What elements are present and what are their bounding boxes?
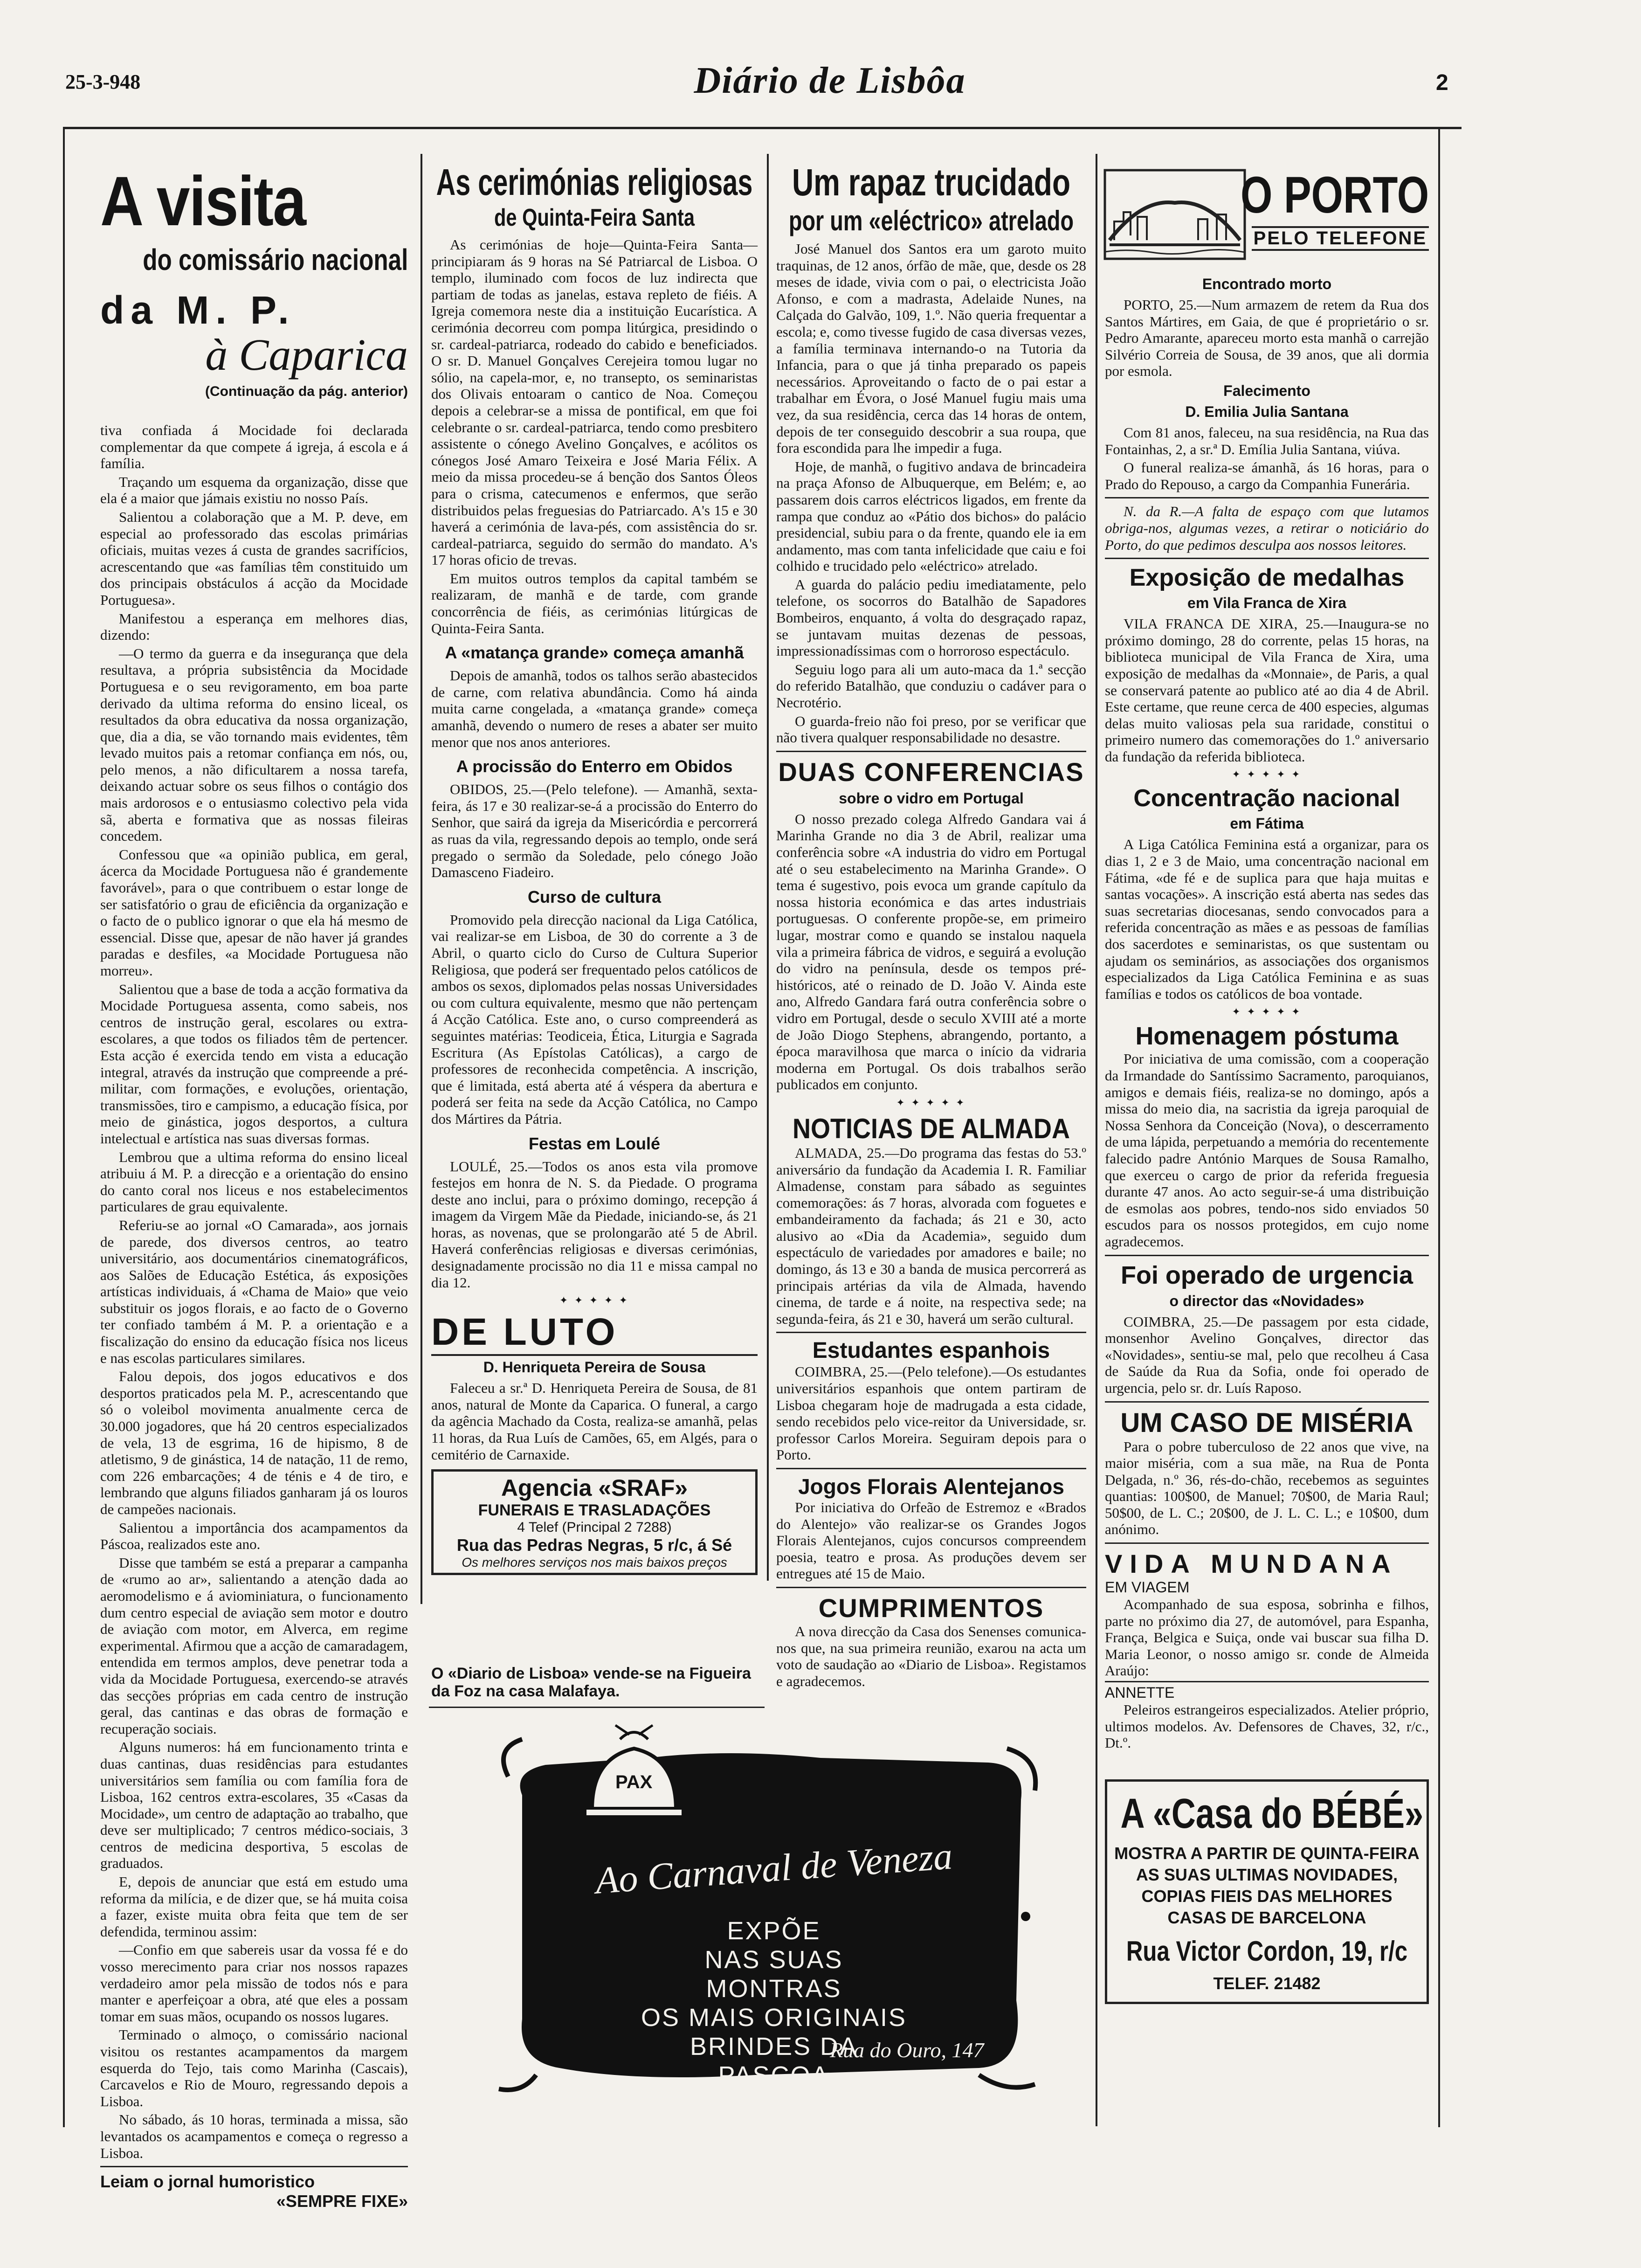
falecimento-text: Com 81 anos, faleceu, na sua residência, na Rua das Fontainhas, 2, a sr.ª D. Emília Julia Santana, viúva.: [1105, 424, 1429, 457]
jogos-text: Por iniciativa do Orfeão de Estremoz e «Brados do Alentejo» vão realizar-se os Grandes Jogos Florais Alentejanos, cujos concursos compreendem poesia, teatro e prosa. As produções devem ser entregues até 15 de Maio.: [776, 1499, 1086, 1582]
visita-paragraph: tiva confiada á Mocidade foi declarada complementar da que compete á igreja, á escola e á família.: [100, 422, 408, 472]
headline-rapaz-line2: por um «eléctrico» atrelado: [788, 205, 1074, 236]
ad-bebe-title: A «Casa do BÉBÉ»: [1120, 1790, 1424, 1837]
visita-paragraph: Lembrou que a ultima reforma do ensino liceal atribuiu á M. P. a direcção e a orientação do ensino do canto coral nos liceus e nos estabelecimentos particulares de grau equivalente.: [100, 1148, 408, 1215]
miseria-text: Para o pobre tuberculoso de 22 anos que vive, na maior miséria, com a sua mãe, na Rua de Ponta Delgada, n.º 36, rés-do-chão, recebemos as seguintes quantias: 100$00, de Manuel; 70$00, de Maria Raul; 50$00, de L. C.; 20$00, de J. L. C. L.; e 10$00, dum anónimo.: [1105, 1438, 1429, 1538]
ad-sraf-name: Agencia «SRAF»: [501, 1475, 688, 1501]
vida-heading: VIDA MUNDANA: [1105, 1549, 1398, 1579]
festas-heading: Festas em Loulé: [528, 1134, 661, 1153]
ad-carnaval-script: Ao Carnaval de Veneza: [593, 1834, 954, 1902]
porto-skyline-illustration: [1105, 170, 1245, 259]
ad-sraf-line3: Rua das Pedras Negras, 5 r/c, á Sé: [456, 1535, 732, 1555]
festas-text: LOULÉ, 25.—Todos os anos esta vila promove festejos em honra de N. S. da Piedade. O programa deste ano inclui, para o próximo domingo, recepção á imagem da Virgem Mãe da Piedade, iniciando-se, ás 21 horas, as novenas, que se prolongarão até 5 de Abril. Haverá conferências religiosas e diversas cerimónias, designadamente procissão no dia 11 e missa campal no dia 12.: [431, 1158, 758, 1291]
ad-carnaval-address: Rua do Ouro, 147: [830, 2038, 984, 2062]
notice-rule: [429, 1707, 765, 1708]
ornament-divider: ✦ ✦ ✦ ✦ ✦: [1232, 768, 1302, 781]
ad-carnaval-text: [634, 1916, 914, 2090]
vida-text: Acompanhado de sua esposa, sobrinha e filhos, parte no próximo dia 27, de automóvel, para Espanha, França, Belgica e Suiça, onde vai buscar sua filha D. Maria Leonor, o nosso amigo sr. conde de Almeida Araújo:: [1105, 1596, 1429, 1679]
visita-paragraph: —Confio em que sabereis usar da vossa fé e do vosso merecimento para criar nos nossos rapazes verdadeiro amor pela missão de todos nós e para manter e aperfeiçoar a obra, até que eles a possam tomar em suas mãos, ocupando os nossos lugares.: [100, 1942, 408, 2025]
visita-paragraph: Traçando um esquema da organização, disse que ela é a maior que jámais existiu no nosso País.: [100, 473, 408, 507]
cumprimentos-text: A nova direcção da Casa dos Senenses comunica-nos que, na sua primeira reunião, exarou na acta um voto de saudação ao «Diario de Lisboa». Registamos e agradecemos.: [776, 1623, 1086, 1689]
continuation-note: (Continuação da pág. anterior): [205, 384, 408, 399]
jogos-heading: Jogos Florais Alentejanos: [798, 1474, 1064, 1499]
page-number: 2: [1436, 70, 1448, 95]
almada-text: ALMADA, 25.—Do programa das festas do 53.º aniversário da fundação da Academia I. R. Familiar Almadense, constam para sábado as seguintes comemorações: ás 7 horas, alvorada com foguetes e embandeiramento da fachada; ás 21 e 30, acto alusivo ao «Dia da Academia», seguido dum espectáculo de variedades por amadores e baile; no domingo, ás 13 e 30 a banda de musica percorrerá as principais artérias da vila de Almada, havendo cinema, de tarde e á noite, na respectiva sede; na segunda-feira, ás 21 e 30, haverá um serão cultural.: [776, 1144, 1086, 1327]
ad-carnaval-line3: BRINDES DA PASCOA: [689, 2033, 858, 2089]
rapaz-paragraph: O guarda-freio não foi preso, por se verificar que não tivera qualquer responsabilidade no desastre.: [776, 712, 1086, 746]
luto-heading: DE LUTO: [431, 1310, 758, 1356]
sempre-fixe-line2: «SEMPRE FIXE»: [276, 2192, 408, 2211]
falecimento-name: D. Emilia Julia Santana: [1185, 403, 1349, 420]
sempre-fixe-line1: Leiam o jornal humoristico: [100, 2172, 315, 2192]
ornament-divider: ✦ ✦ ✦ ✦ ✦: [1232, 1006, 1302, 1018]
operado-subheading: o director das «Novidades»: [1169, 1292, 1365, 1309]
divider: [1105, 1542, 1429, 1544]
divider: [1105, 558, 1429, 559]
cerimonias-paragraph: As cerimónias de hoje—Quinta-Feira Santa—principiaram ás 9 horas na Sé Patriarcal de Lisboa. O templo, iluminado com focos de luz indirecta que partiam de todas as janelas, estava repleto de fiéis. A Igreja comemora neste dia a instituição Eucarística. A cerimónia decorreu com pompa litúrgica, presidindo o sr. cardeal-patriarca, rodeado do cabido e beneficiados. O sr. D. Manuel Gonçalves Cerejeira tomou lugar no sólio, na capela-mor, e, no transepto, os seminaristas dos Olivais entoaram o cantico de Noa. Começou depois a celebrar-se a missa de pontifical, em que foi celebrante o sr. cardeal-patriarca, tendo como presbitero assistente o cónego Avelino Gonçalves, e acólitos os cónegos José Amaro Teixeira e José Maria Félix. A meio da missa procedeu-se á benção dos Santos Óleos para o crisma, catecumenos e enfermos, que serão distribuidos pelas freguesias do Patriarcado. A's 15 e 30 haverá a cerimónia de lava-pés, com assistência do sr. cardeal-patriarca, seguido do sermão do mandato. A's 17 horas oficio de trevas.: [431, 236, 758, 568]
headline-visita-main: A visita: [100, 162, 306, 240]
concentracao-subheading: em Fátima: [1230, 815, 1304, 832]
divider: [776, 1468, 1086, 1469]
conf-subheading: sobre o vidro em Portugal: [839, 789, 1024, 807]
ad-carnaval-expoe: EXPÕE: [727, 1917, 821, 1945]
column-visita: [100, 161, 408, 2211]
falecimento-text: O funeral realiza-se ámanhã, ás 16 horas, para o Prado do Repouso, a cargo da Companhia Funerária.: [1105, 459, 1429, 492]
visita-paragraph: Alguns numeros: há em funcionamento trinta e duas cantinas, duas residências para estudantes universitários sem família ou com família fora de Lisboa, 162 centros extra-escolares, 35 «Casas da Mocidade», um centro de adaptação ao trabalho, que deve ser multiplicado; 7 centros médico-sociais, 3 centros de medicina desportiva, 5 escolas de graduados.: [100, 1739, 408, 1872]
visita-paragraph: No sábado, ás 10 horas, terminada a missa, são levantados os acampamentos e começa o regresso a Lisboa.: [100, 2111, 408, 2161]
headline-rapaz-line1: Um rapaz trucidado: [792, 161, 1071, 204]
article-visita-body: [100, 422, 408, 2161]
expo-text: VILA FRANCA DE XIRA, 25.—Inaugura-se no próximo domingo, 28 do corrente, pelas 15 horas, na biblioteca municipal de Vila Franca de Xira, uma exposição de medalhas da «Monnaie», de Paris, a qual se conservará patente ao publico até ao dia 4 de Abril. Este certame, que reune cerca de 400 especies, algumas delas muito valiosas pela sua raridade, constitui o primeiro numero das comemorações do 1.º aniversario da fundação da referida biblioteca.: [1105, 615, 1429, 765]
homenagem-text: Por iniciativa de uma comissão, com a cooperação da Irmandade do Santíssimo Sacramento, paroquianos, amigos e demais fiéis, realiza-se no domingo, após a missa do meio dia, na sacristia da igreja paroquial de Nossa Senhora da Conceição (Nova), o descerramento de uma lápida, perpetuando a memória do recentemente falecido padre António Marques de Sousa Ramalho, que exerceu o cargo de prior da referida freguesia durante 47 anos. Ao acto seguir-se-á uma distribuição de esmolas aos pobres, tendo-nos sido enviados 50 escudos para os nossos protegidos, em cujo nome agradecemos.: [1105, 1051, 1429, 1250]
concentracao-heading: Concentração nacional: [1133, 785, 1400, 812]
ad-bebe-phone: TELEF. 21482: [1213, 1973, 1321, 1993]
column-porto: [1105, 161, 1429, 2119]
visita-paragraph: Falou depois, dos jogos educativos e dos desportos praticados pela M. P., acrescentando que só o voleibol movimenta anualmente cerca de 30.000 jogadores, que há 20 centros especializados de vela, 13 de esgrima, 16 de hipismo, 8 de atletismo, 9 de ginástica, 14 de natação, 11 de remo, com 226 embarcações; 4 de ténis e 4 de tiro, e lembrando que alguns filiados ganharam já os louros de campeões nacionais.: [100, 1368, 408, 1517]
ad-sraf-line4: Os melhores serviços nos mais baixos preços: [462, 1555, 727, 1570]
operado-heading: Foi operado de urgencia: [1120, 1261, 1413, 1289]
conf-text: O nosso prezado colega Alfredo Gandara vai á Marinha Grande no dia 3 de Abril, realizar uma conferência sobre «A industria do vidro em Portugal até o seu estabelecimento na Marinha Grande». O tema é sugestivo, pois evoca um grande capítulo da nossa historia económica e das artes industriais portuguesas. O conferente propõe-se, em primeiro lugar, mostrar como e quando se instalou naquela vila a primeira fábrica de vidros, e seguirá a evolução do vidro na península, desde os tempos pré-históricos, até o reinado de D. João V. Ainda este ano, Alfredo Gandara fará outra conferência sobre o vidro em Portugal, desde o seculo XVIII até a morte de João Diogo Stephens, abrangendo, portanto, a época maravilhosa que marca o início da vidraria moderna em Portugal. Os dois trabalhos serão publicados em conjunto.: [776, 810, 1086, 1093]
visita-paragraph: Manifestou a esperança em melhores dias, dizendo:: [100, 610, 408, 643]
divider: [100, 2166, 408, 2167]
ad-bebe-text: MOSTRA A PARTIR DE QUINTA-FEIRA AS SUAS ULTIMAS NOVIDADES, COPIAS FIEIS DAS MELHORES CASAS DE BARCELONA: [1114, 1843, 1420, 1927]
ad-carnaval-bell-text: PAX: [615, 1772, 653, 1792]
homenagem-heading: Homenagem póstuma: [1135, 1022, 1399, 1051]
column-rapaz: [776, 161, 1086, 1695]
visita-paragraph: —O termo da guerra e da insegurança que dela resultava, a própria subsistência da Mocidade Portuguesa e o seu revigoramento, em boa parte derivado da ultima reforma do ensino liceal, os resultados da obra educativa da nossa organização, que, dia a dia, se vão tornando mais evidentes, têm levado muitos pais a retomar confiança em nós, ou, pelo menos, a não dificultarem a nossa tarefa, deixando actuar sobre os seus filhos o contágio dos mais ardorosos e o entusiasmo colectivo pela vida sã, aberta e formativa que as nossas fileiras concedem.: [100, 645, 408, 844]
ad-carnaval-line2: OS MAIS ORIGINAIS: [641, 2004, 907, 2032]
visita-paragraph: Confessou que «a opinião publica, em geral, ácerca da Mocidade Portuguesa não é grandemente favorável», para o que contribuem o estar longe de ser satisfatório o grau de eficiência da organização e o facto de o publico ignorar o que ela há mesmo de essencial. Disse que, apesar de não haver já grandes paradas e desfiles, «a Mocidade Portuguesa não morreu».: [100, 846, 408, 979]
col-rule-1: [421, 154, 422, 1604]
divider: [776, 1587, 1086, 1588]
matanca-text: Depois de amanhã, todos os talhos serão abastecidos de carne, com relativa abundância. Como há ainda muita carne congelada, a «matança grande» começa amanhã, devendo o numero de reses a abater ser muito menor que nos anos anteriores.: [431, 667, 758, 750]
cumprimentos-heading: CUMPRIMENTOS: [818, 1593, 1044, 1623]
divider: [776, 1332, 1086, 1333]
visita-paragraph: Referiu-se ao jornal «O Camarada», aos jornais de parede, dos diversos centros, ao teatro universitário, aos documentários cinematográficos, aos Salões de Educação Estética, ás exposições artísticas individuais, á «Chama de Maio» que veio substituir os jogos florais, e ao facto de o Governo ter confiado também á M. P. a orientação e a fiscalização do ensino da educação física nos liceus e nas escolas particulares similares.: [100, 1217, 408, 1366]
frame-right: [1438, 127, 1440, 2127]
morto-heading: Encontrado morto: [1202, 276, 1332, 292]
concentracao-text: A Liga Católica Feminina está a organizar, para os dias 1, 2 e 3 de Maio, uma concentração nacional em Fátima, «de fé e de suplica para que haja muitas e santas vocações». A inscrição está aberta nas sedes das suas secretarias diocesanas, sendo convocados para a referida concentração as mães e as pessoas de famílias dos sacerdotes e seminaristas, os que sustentam ou ajudam os seminários, as associações dos organismos especializados da Liga Católica Feminina e as suas famílias e todos os católicos de boa vontade.: [1105, 836, 1429, 1002]
matanca-heading: A «matança grande» começa amanhã: [445, 643, 744, 663]
article-cerimonias-body: [431, 236, 758, 636]
rapaz-paragraph: José Manuel dos Santos era um garoto muito traquinas, de 12 anos, órfão de mãe, que, desde os 28 meses de idade, vivia com o pai, o electricista João Afonso, e com a madrasta, Adelaide Nunes, na Calçada do Galvão, 109, 1.º. Não queria frequentar a escola; e, como tivesse fugido de casa diversas vezes, a família terminava internando-o na Tutoria da Infancia, para o que já tinha preparado os papeis necessários. Aproveitando o facto de o pai estar a trabalhar em Évora, o José Manuel fugiu mais uma vez, da sua residência, cerca das 14 horas de ontem, depois de ter conseguido descobrir a sua roupa, que fora escondida para lhe impedir a fuga.: [776, 241, 1086, 456]
ad-bebe-address: Rua Victor Cordon, 19, r/c: [1126, 1935, 1408, 1967]
article-rapaz-body: [776, 241, 1086, 746]
miseria-heading: UM CASO DE MISÉRIA: [1120, 1407, 1413, 1438]
date-line: 25-3-948: [65, 70, 141, 93]
ad-casa-bebe: [1105, 1779, 1429, 2004]
frame-left: [63, 127, 65, 2127]
divider: [1105, 497, 1429, 498]
masthead: Diário de Lisbôa: [694, 60, 966, 101]
conf-heading: DUAS CONFERENCIAS: [778, 757, 1084, 787]
headline-visita-line3: da M. P.: [100, 288, 296, 332]
expo-heading: Exposição de medalhas: [1129, 564, 1405, 592]
porto-banner: [1105, 161, 1429, 273]
almada-heading: NOTICIAS DE ALMADA: [793, 1113, 1070, 1144]
vida-subheading: EM VIAGEM: [1105, 1579, 1190, 1596]
procissao-text: OBIDOS, 25.—(Pelo telefone). — Amanhã, sexta-feira, ás 17 e 30 realizar-se-á a procissão do Enterro do Senhor, que sairá da igreja da Misericórdia e percorrerá as ruas da vila, regressando depois ao templo, onde será pregado o sermão da Soledade, pelo cónego João Damasceno Fiadeiro.: [431, 781, 758, 881]
sempre-fixe-promo: [100, 2172, 408, 2211]
visita-paragraph: Salientou a colaboração que a M. P. deve, em especial ao professorado das escolas primárias oficiais, muitas vezes á custa de grandes sacrifícios, acrescentando que «as famílias têm constituido um dos principais obstáculos á acção da Mocidade Portuguesa».: [100, 508, 408, 608]
porto-subtitle: PELO TELEFONE: [1252, 226, 1429, 251]
ad-sraf: [431, 1469, 758, 1575]
ad-sraf-line1: FUNERAIS E TRASLADAÇÕES: [478, 1501, 711, 1520]
cerimonias-paragraph: Em muitos outros templos da capital também se realizaram, de manhã e de tarde, com grande concorrência de fiéis, as cerimónias litúrgicas de Quinta-Feira Santa.: [431, 570, 758, 636]
visita-paragraph: E, depois de anunciar que está em estudo uma reforma da milícia, e de dizer que, se há muita coisa a fazer, existe muita obra feita que tem de ser defendida, terminou assim:: [100, 1874, 408, 1940]
estudantes-heading: Estudantes espanhois: [812, 1338, 1050, 1363]
visita-paragraph: Disse que também se está a preparar a campanha de «rumo ao ar», salientando a atenção dada ao aeromodelismo e á aviominiatura, o funcionamento dum centro especial de aviação sem motor e doutro de aviação com motor, em Alverca, em regime experimental. Afirmou que a acção de camaradagem, entendida em termos amplos, deve penetrar toda a vida da Mocidade Portuguesa, exercendo-se através das secções próprias em cada centro de instrução geral, das cantinas e das obras de formação e recuperação sociais.: [100, 1554, 408, 1737]
top-frame-rule: [63, 127, 1462, 129]
headline-cerimonias-line2: de Quinta-Feira Santa: [494, 204, 695, 231]
annette-text: Peleiros estrangeiros especializados. Atelier próprio, ultimos modelos. Av. Defensores de Chaves, 32, r/c., Dt.º.: [1105, 1701, 1429, 1751]
ad-carnaval-line1: NAS SUAS MONTRAS: [704, 1946, 843, 2003]
divider: [1105, 1255, 1429, 1256]
headline-visita: [100, 161, 408, 422]
headline-cerimonias-line1: As cerimónias religiosas: [436, 161, 753, 203]
rapaz-paragraph: Seguiu logo para ali um auto-maca da 1.ª secção do referido Batalhão, que conduziu o cadáver para o Necrotério.: [776, 661, 1086, 711]
ornament-divider: ✦ ✦ ✦ ✦ ✦: [559, 1294, 630, 1307]
falecimento-heading: Falecimento: [1223, 382, 1310, 399]
ad-carnaval-veneza: [494, 1721, 1044, 2098]
luto-name: D. Henriqueta Pereira de Sousa: [483, 1359, 706, 1376]
rapaz-paragraph: A guarda do palácio pediu imediatamente, pelo telefone, os socorros do Batalhão de Sapadores Bombeiros, enquanto, á volta do desgraçado rapaz, se juntavam muitas dezenas de pessoas, impressionadíssimas com o horroroso espectáculo.: [776, 576, 1086, 659]
annette-name: ANNETTE: [1105, 1684, 1175, 1701]
headline-visita-line4: à Caparica: [205, 330, 408, 380]
divider: [1105, 1401, 1429, 1403]
curso-text: Promovido pela direcção nacional da Liga Católica, vai realizar-se em Lisboa, de 30 do corrente a 3 de Abril, o quarto ciclo do Curso de Cultura Superior Religiosa, que poderá ser frequentado pelos católicos de ambos os sexos, diplomados pelas nossas Universidades ou com cultura equivalente, mesmo que não pertençam á Acção Católica. Este ano, o curso compreenderá as seguintes matérias: Teodiceia, Ética, Liturgia e Sagrada Escritura (As Epístolas Católicas), a cargo de professores de reconhecida competência. A inscrição, que é limitada, está aberta até á véspera da abertura e poderá ser feita na sede da Acção Católica, no Campo dos Mártires da Pátria.: [431, 911, 758, 1127]
ornament-divider: ✦ ✦ ✦ ✦ ✦: [896, 1096, 966, 1108]
divider: [776, 751, 1086, 752]
expo-subheading: em Vila Franca de Xira: [1187, 595, 1346, 612]
headline-cerimonias: [431, 161, 758, 232]
notice-figueira: O «Diario de Lisboa» vende-se na Figueira da Foz na casa Malafaya.: [431, 1665, 751, 1700]
col-rule-2: [767, 154, 769, 1581]
column-cerimonias: [431, 161, 758, 1606]
divider: [1105, 1681, 1429, 1682]
luto-text: Faleceu a sr.ª D. Henriqueta Pereira de Sousa, de 81 anos, natural de Monte da Caparica. O funeral, a cargo da agência Machado da Costa, realiza-se amanhã, pelas 11 horas, da Rua Luís de Camões, 65, em Algés, para o cemitério de Carnaxide.: [431, 1380, 758, 1463]
col-rule-3: [1096, 154, 1097, 2126]
visita-paragraph: Salientou que a base de toda a acção formativa da Mocidade Portuguesa assenta, como sabeis, nos centros de instrução geral, escolares ou extra-escolares, a que todos os filiados têm de pertencer. Esta acção é exercida tendo em vista a educação integral, através da instrução que compreende a pré-militar, com formações, e evoluções, orientação, transmissões, tiro e campismo, a educação física, por meio de ginástica, jogos desportos, a cultura intelectual e artística nas suas diversas formas.: [100, 981, 408, 1147]
headline-visita-line2: do comissário nacional: [142, 243, 408, 277]
procissao-heading: A procissão do Enterro em Obidos: [456, 757, 733, 776]
visita-paragraph: Salientou a importância dos acampamentos da Páscoa, realizados este ano.: [100, 1519, 408, 1553]
morto-text: PORTO, 25.—Num armazem de retem da Rua dos Santos Mártires, em Gaia, de que é proprietário o sr. Pedro Amarante, apareceu morto esta manhã o carrejão Silvério Correia de Sousa, de 39 anos, que ali dormia por esmola.: [1105, 297, 1429, 380]
nota-redaccao: N. da R.—A falta de espaço com que lutamos obriga-nos, algumas vezes, a retirar o noticiário do Porto, do que pedimos desculpa aos nossos leitores.: [1105, 503, 1429, 553]
porto-title: O PORTO: [1240, 166, 1429, 224]
rapaz-paragraph: Hoje, de manhã, o fugitivo andava de brincadeira na praça Afonso de Albuquerque, em Belém; e, ao passarem dois carros eléctricos ligados, em frente da rampa que conduz ao «Pátio dos bichos» do palácio presidencial, subiu para o da frente, quando ele ia em andamento, mas com tanta infelicidade que caiu e foi colhido e trucidado pelo «eléctrico» atrelado.: [776, 458, 1086, 574]
visita-paragraph: Terminado o almoço, o comissário nacional visitou os restantes acampamentos da margem esquerda do Tejo, tais como Marinha (Cascais), Carcavelos e Rio de Mouro, regressando depois a Lisboa.: [100, 2026, 408, 2109]
curso-heading: Curso de cultura: [527, 887, 662, 906]
ad-sraf-line2: 4 Telef (Principal 2 7288): [517, 1520, 672, 1535]
headline-rapaz: [776, 161, 1086, 237]
estudantes-text: COIMBRA, 25.—(Pelo telefone).—Os estudantes universitários espanhois que ontem partiram de Lisboa chegaram hoje de madrugada a esta cidade, sendo recebidos pelo vice-reitor da Universidade, sr. professor Carlos Moreira. Seguiram depois para o Porto.: [776, 1363, 1086, 1463]
operado-text: COIMBRA, 25.—De passagem por esta cidade, monsenhor Avelino Gonçalves, director das «Novidades», sentiu-se mal, pelo que recolheu á Casa de Saúde da Rua da Sofia, onde foi operado de urgencia, pelo sr. dr. Luís Raposo.: [1105, 1313, 1429, 1396]
